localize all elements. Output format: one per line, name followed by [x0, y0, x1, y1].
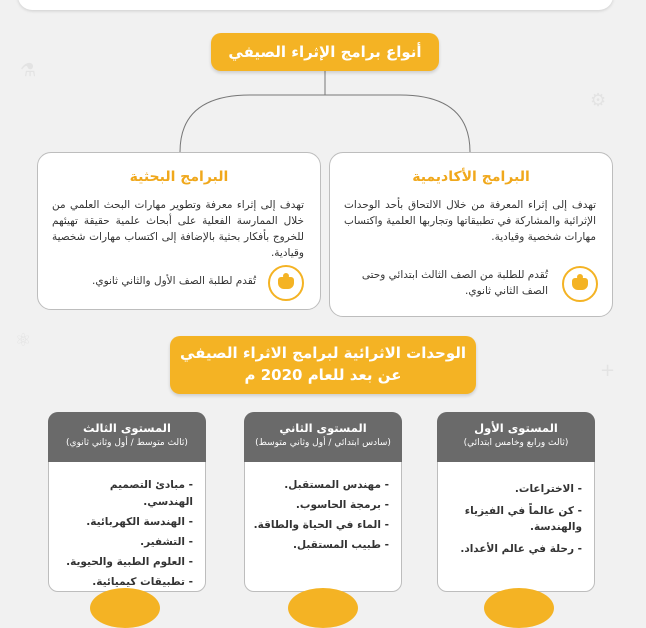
- level-units-list: [446, 481, 582, 563]
- list-item: - العلوم الطبية والحيوية.: [66, 556, 193, 568]
- list-item: - التشفير.: [140, 536, 193, 548]
- list-item: - مهندس المستقبل.: [284, 479, 389, 491]
- level-two-card: [244, 412, 402, 592]
- card-audience: تُقدم لطلبة الصف الأول والثاني ثانوي.: [92, 275, 256, 287]
- units-title-line1: الوحدات الاثرائية لبرامج الاثراء الصيفي: [179, 344, 467, 362]
- award-icon: [562, 266, 598, 302]
- decor-atom-icon: ⚛: [15, 330, 32, 351]
- top-card-edge: [18, 0, 613, 10]
- level-units-list: [57, 477, 193, 594]
- list-item: - كن عالماً في الفيزياء والهندسة.: [464, 505, 582, 533]
- units-title-line2: عن بعد للعام 2020 م: [244, 366, 402, 384]
- level-name: المستوى الثالث: [83, 421, 171, 435]
- award-icon: [268, 265, 304, 301]
- level-units-list: [253, 477, 389, 557]
- next-section-circle: [90, 588, 160, 628]
- card-description: تهدف إلى إثراء المعرفة من خلال الالتحاق بأحد الوحدات الإثرائية والمشاركة في تطبيقاتها وتجاربها العلمية واكتساب مهارات شخصية وقيادية.: [344, 199, 596, 243]
- next-section-circle: [288, 588, 358, 628]
- card-title: البرامج البحثية: [129, 169, 229, 185]
- level-grades: (ثالث ورابع وخامس ابتدائي): [463, 438, 569, 448]
- research-programs-card: [37, 152, 321, 310]
- decor-flask-icon: ⚗: [20, 60, 37, 81]
- level-grades: (ثالث متوسط / أول وثاني ثانوي): [66, 438, 188, 448]
- level-header: [437, 412, 595, 462]
- level-three-card: [48, 412, 206, 592]
- card-description: تهدف إلى إثراء معرفة وتطوير مهارات البحث العلمي من خلال الممارسة الفعلية على أبحاث علمية حقيقة تهيئهم للخروج بأفكار بحثية بالإضافة إلى اكتساب مهارات شخصية وقيادية.: [52, 199, 304, 259]
- list-item: - مبادئ التصميم الهندسي.: [109, 479, 193, 508]
- list-item: - تطبيقات كيميائية.: [92, 576, 193, 588]
- list-item: - الاختراعات.: [514, 483, 582, 495]
- list-item: - الماء في الحياة والطاقة.: [253, 519, 389, 531]
- list-item: - برمجة الحاسوب.: [295, 499, 389, 511]
- decor-plus-icon: +: [600, 360, 616, 381]
- units-title: [170, 336, 476, 394]
- list-item: - رحلة في عالم الأعداد.: [460, 543, 582, 555]
- academic-programs-card: [329, 152, 613, 317]
- list-item: - طبيب المستقبل.: [292, 539, 389, 551]
- decor-gear-icon: ⚙: [590, 90, 607, 111]
- level-name: المستوى الأول: [474, 421, 558, 435]
- level-header: [48, 412, 206, 462]
- level-name: المستوى الثاني: [279, 421, 367, 435]
- level-grades: (سادس ابتدائي / أول وثاني متوسط): [255, 438, 391, 448]
- list-item: - الهندسة الكهربائية.: [86, 516, 193, 528]
- level-header: [244, 412, 402, 462]
- program-types-title: أنواع برامج الإثراء الصيفي: [211, 33, 439, 71]
- next-section-circle: [484, 588, 554, 628]
- card-audience: تُقدم للطلبة من الصف الثالث ابتدائي وحتى الصف الثاني ثانوي.: [361, 269, 548, 297]
- card-title: البرامج الأكاديمية: [412, 169, 530, 185]
- level-one-card: [437, 412, 595, 592]
